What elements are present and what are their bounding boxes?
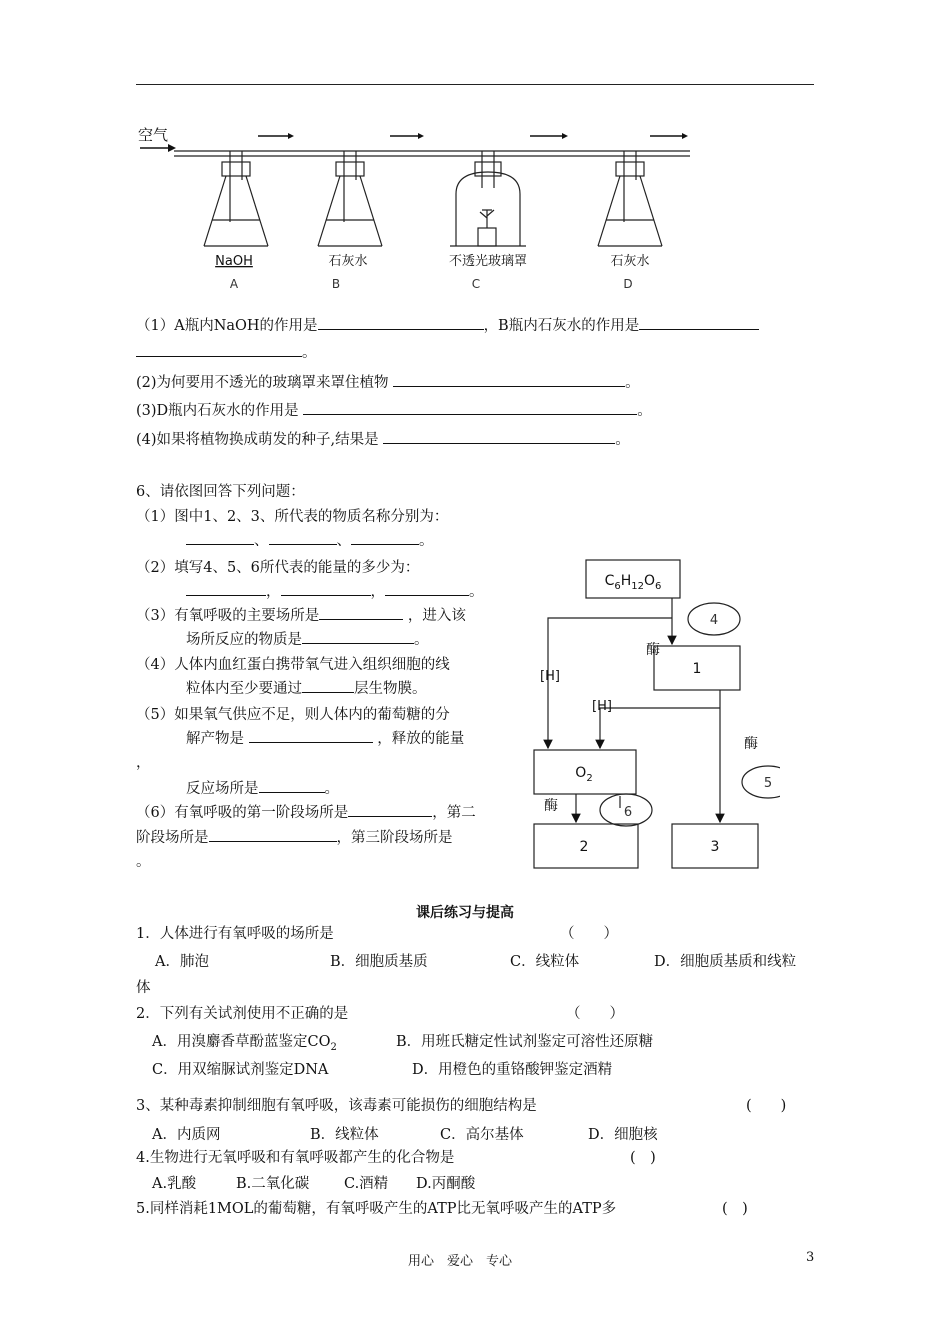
q4-option-a: A.乳酸 bbox=[152, 1176, 197, 1192]
box3-label: 3 bbox=[710, 839, 720, 855]
practice-q3: 3、某种毒素抑制细胞有氧呼吸，该毒素可能损伤的细胞结构是 bbox=[136, 1098, 537, 1114]
practice-q5: 5.同样消耗1MOL的葡萄糖，有氧呼吸产生的ATP比无氧呼吸产生的ATP多 bbox=[136, 1201, 617, 1217]
q1-option-c: C．线粒体 bbox=[510, 954, 580, 970]
apparatus-diagram bbox=[130, 118, 710, 298]
h-label-2: [H] bbox=[592, 699, 612, 714]
q3-option-b: B．线粒体 bbox=[310, 1127, 379, 1143]
practice-q4: 4.生物进行无氧呼吸和有氧呼吸都产生的化合物是 bbox=[136, 1150, 455, 1166]
glucose-label: $C_6H_{12}O_6$ bbox=[604, 573, 662, 592]
blank[interactable] bbox=[318, 314, 484, 330]
practice-q1-paren: （ ） bbox=[560, 926, 618, 942]
q5-line2: (2)为何要用不透光的玻璃罩来罩住植物 。 bbox=[136, 371, 640, 392]
q6-p5-site: 反应场所是 。 bbox=[186, 777, 339, 798]
q6-p1: （1）图中1、2、3、所代表的物质名称分别为： bbox=[136, 509, 449, 525]
q2-option-b: B．用班氏糖定性试剂鉴定可溶性还原糖 bbox=[396, 1034, 654, 1050]
energy-6: 6 bbox=[623, 805, 633, 820]
q6-p3: （3）有氧呼吸的主要场所是 ，进入该 bbox=[136, 604, 466, 625]
practice-q4-paren: ( ) bbox=[630, 1150, 656, 1166]
blank[interactable] bbox=[393, 371, 625, 387]
q6-title: 6、请依图回答下列问题： bbox=[136, 484, 305, 500]
respiration-diagram bbox=[520, 552, 780, 874]
blank[interactable] bbox=[383, 428, 615, 444]
bell-jar-c bbox=[450, 151, 526, 246]
q6-p6: （6）有氧呼吸的第一阶段场所是 ，第二 bbox=[136, 801, 476, 822]
q1-option-d-wrap: 体 bbox=[136, 980, 151, 996]
q4-option-b: B.二氧化碳 bbox=[236, 1176, 310, 1192]
footer-motto: 用心 爱心 专心 bbox=[408, 1254, 513, 1269]
air-label: 空气 bbox=[138, 126, 169, 144]
flask-b bbox=[318, 151, 382, 246]
practice-heading: 课后练习与提高 bbox=[416, 905, 514, 921]
q4-option-c: C.酒精 bbox=[344, 1176, 389, 1192]
h-label-1: [H] bbox=[540, 669, 560, 684]
box1-label: 1 bbox=[692, 661, 702, 677]
practice-q3-paren: ( ) bbox=[746, 1098, 787, 1114]
q6-p4-cont: 粒体内至少要通过 层生物膜。 bbox=[186, 677, 427, 698]
flask-b-letter: B bbox=[331, 277, 341, 291]
flask-a bbox=[204, 151, 268, 246]
q5-line1: （1）A瓶内NaOH的作用是 ，B瓶内石灰水的作用是 bbox=[136, 314, 759, 335]
flask-c-content: 不透光玻璃罩 bbox=[448, 254, 528, 269]
blank[interactable] bbox=[136, 341, 302, 357]
q2-option-d: D．用橙色的重铬酸钾鉴定酒精 bbox=[412, 1062, 613, 1078]
page-number: 3 bbox=[806, 1250, 815, 1265]
flask-a-letter: A bbox=[229, 277, 239, 291]
practice-q2: 2．下列有关试剂使用不正确的是 bbox=[136, 1006, 349, 1022]
q1-option-b: B．细胞质基质 bbox=[330, 954, 428, 970]
flask-b-content: 石灰水 bbox=[328, 254, 368, 269]
header-rule bbox=[136, 84, 814, 85]
practice-q5-paren: ( ) bbox=[722, 1201, 748, 1217]
blank[interactable] bbox=[639, 314, 759, 330]
q1-option-d: D．细胞质基质和线粒 bbox=[654, 954, 797, 970]
q6-p6-cont: 阶段场所是 ，第三阶段场所是 bbox=[136, 826, 453, 847]
q3-option-c: C．高尔基体 bbox=[440, 1127, 524, 1143]
blank[interactable] bbox=[303, 399, 637, 415]
q1-option-a: A．肺泡 bbox=[155, 954, 209, 970]
practice-q2-paren: （ ） bbox=[566, 1006, 624, 1022]
flask-d-content: 石灰水 bbox=[610, 254, 650, 269]
q2-option-a: A．用溴麝香草酚蓝鉴定$CO_2$ bbox=[152, 1034, 337, 1053]
q4-option-d: D.丙酮酸 bbox=[416, 1176, 476, 1192]
q6-p5-cont: 解产物是 ，释放的能量 bbox=[186, 727, 464, 748]
q6-p6-end: 。 bbox=[136, 854, 151, 870]
flask-c-letter: C bbox=[471, 277, 481, 291]
q5-line4: (4)如果将植物换成萌发的种子,结果是 。 bbox=[136, 428, 630, 449]
q3-option-d: D．细胞核 bbox=[588, 1127, 658, 1143]
q5-line3: (3)D瓶内石灰水的作用是 。 bbox=[136, 399, 652, 420]
q3-option-a: A．内质网 bbox=[152, 1127, 221, 1143]
q6-p3-cont: 场所反应的物质是 。 bbox=[186, 628, 429, 649]
energy-4: 4 bbox=[709, 613, 719, 628]
flask-d-letter: D bbox=[623, 277, 633, 291]
q6-p5: （5）如果氧气供应不足，则人体内的葡萄糖的分 bbox=[136, 707, 450, 723]
q2-option-c: C．用双缩脲试剂鉴定DNA bbox=[152, 1062, 329, 1078]
flask-a-content: NaOH bbox=[215, 254, 253, 269]
practice-q1: 1．人体进行有氧呼吸的场所是 bbox=[136, 926, 334, 942]
o2-label: $O_2$ bbox=[575, 765, 593, 784]
enzyme-label-1: 酶 bbox=[646, 642, 660, 658]
energy-5: 5 bbox=[763, 776, 773, 791]
q6-p4: （4）人体内血红蛋白携带氧气进入组织细胞的线 bbox=[136, 657, 450, 673]
enzyme-label-3: 酶 bbox=[544, 798, 558, 814]
flask-d bbox=[598, 151, 662, 246]
q6-p2: （2）填写4、5、6所代表的能量的多少为： bbox=[136, 560, 420, 576]
q6-p1-blanks: 、 、 。 bbox=[186, 529, 434, 550]
box2-label: 2 bbox=[579, 839, 589, 855]
q6-p5-comma: ， bbox=[136, 755, 151, 771]
q5-line1-cont: 。 bbox=[136, 341, 317, 362]
q6-p2-blanks: ， ， 。 bbox=[186, 580, 484, 601]
enzyme-label-2: 酶 bbox=[744, 736, 758, 752]
